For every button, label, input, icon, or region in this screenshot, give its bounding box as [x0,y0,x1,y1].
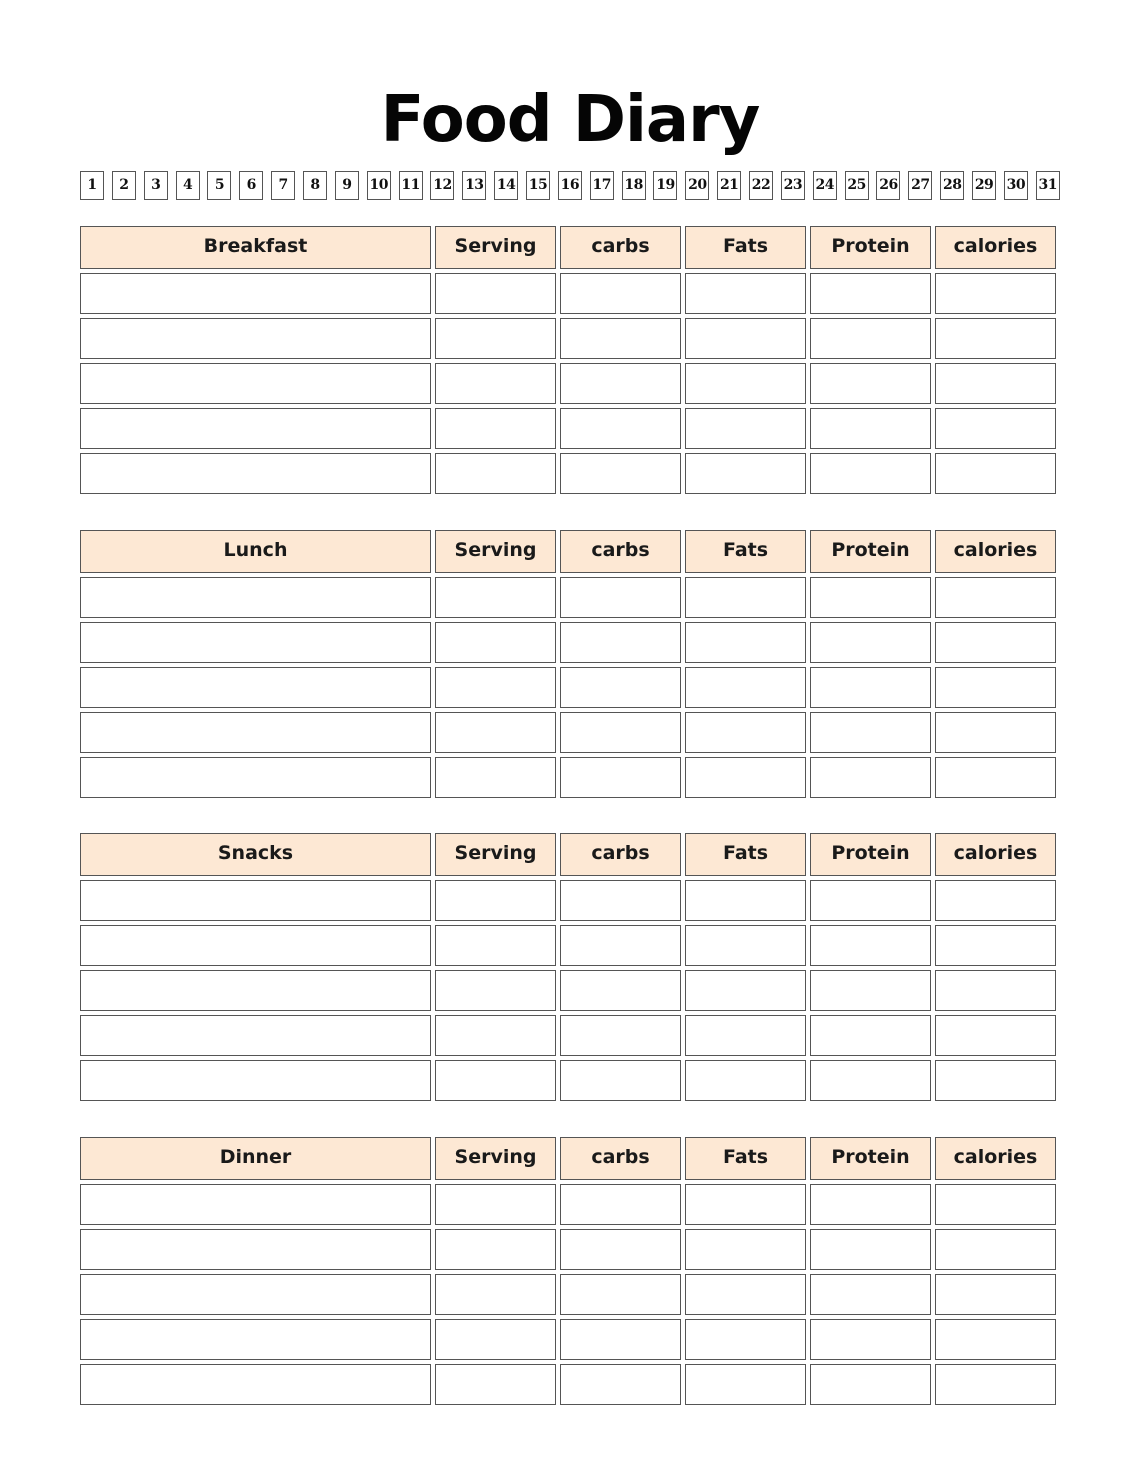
table-row [80,757,1057,798]
meal-table-dinner [80,1137,1057,1409]
food-entry-field[interactable] [80,1319,431,1360]
fats-entry-field[interactable] [685,1060,806,1101]
fats-entry-field[interactable] [685,363,806,404]
column-header-calories: calories [935,1137,1056,1180]
day-box-13[interactable]: 13 [462,171,486,200]
carbs-entry-field[interactable] [560,1274,681,1315]
fats-entry-field[interactable] [685,318,806,359]
column-header-serving: Serving [435,226,556,269]
protein-entry-field[interactable] [810,577,931,618]
calories-entry-field[interactable] [935,757,1056,798]
table-row [80,970,1057,1011]
day-box-6[interactable]: 6 [239,171,263,200]
carbs-entry-field[interactable] [560,577,681,618]
calories-entry-field[interactable] [935,1060,1056,1101]
serving-entry-field[interactable] [435,970,556,1011]
day-box-28[interactable]: 28 [940,171,964,200]
carbs-entry-field[interactable] [560,667,681,708]
day-box-29[interactable]: 29 [972,171,996,200]
day-box-1[interactable]: 1 [80,171,104,200]
meal-label: Dinner [80,1137,431,1180]
table-row [80,1274,1057,1315]
column-header-protein: Protein [810,833,931,876]
page-title: Food Diary [380,83,760,157]
fats-entry-field[interactable] [685,880,806,921]
table-row [80,408,1057,449]
calories-entry-field[interactable] [935,1229,1056,1270]
carbs-entry-field[interactable] [560,925,681,966]
serving-entry-field[interactable] [435,1184,556,1225]
column-header-calories: calories [935,530,1056,573]
serving-entry-field[interactable] [435,453,556,494]
table-header-row [80,833,1057,876]
fats-entry-field[interactable] [685,622,806,663]
serving-entry-field[interactable] [435,408,556,449]
calories-entry-field[interactable] [935,1184,1056,1225]
column-header-fats: Fats [685,226,806,269]
serving-entry-field[interactable] [435,1015,556,1056]
column-header-serving: Serving [435,1137,556,1180]
serving-entry-field[interactable] [435,667,556,708]
column-header-serving: Serving [435,530,556,573]
protein-entry-field[interactable] [810,273,931,314]
calories-entry-field[interactable] [935,408,1056,449]
carbs-entry-field[interactable] [560,1319,681,1360]
meal-table-breakfast [80,226,1057,498]
day-box-23[interactable]: 23 [781,171,805,200]
calories-entry-field[interactable] [935,318,1056,359]
day-box-5[interactable]: 5 [207,171,231,200]
protein-entry-field[interactable] [810,363,931,404]
fats-entry-field[interactable] [685,1229,806,1270]
column-header-calories: calories [935,833,1056,876]
day-box-25[interactable]: 25 [845,171,869,200]
day-selector [80,171,1060,201]
table-row [80,1229,1057,1270]
day-box-16[interactable]: 16 [558,171,582,200]
serving-entry-field[interactable] [435,757,556,798]
table-header-row [80,1137,1057,1180]
calories-entry-field[interactable] [935,880,1056,921]
food-entry-field[interactable] [80,453,431,494]
carbs-entry-field[interactable] [560,1015,681,1056]
day-box-22[interactable]: 22 [749,171,773,200]
carbs-entry-field[interactable] [560,453,681,494]
carbs-entry-field[interactable] [560,1060,681,1101]
food-entry-field[interactable] [80,1364,431,1405]
column-header-calories: calories [935,226,1056,269]
day-box-12[interactable]: 12 [430,171,454,200]
calories-entry-field[interactable] [935,1319,1056,1360]
day-box-20[interactable]: 20 [685,171,709,200]
column-header-carbs: carbs [560,1137,681,1180]
column-header-fats: Fats [685,1137,806,1180]
serving-entry-field[interactable] [435,577,556,618]
fats-entry-field[interactable] [685,577,806,618]
meal-label: Lunch [80,530,431,573]
serving-entry-field[interactable] [435,880,556,921]
protein-entry-field[interactable] [810,1319,931,1360]
day-box-21[interactable]: 21 [717,171,741,200]
protein-entry-field[interactable] [810,712,931,753]
carbs-entry-field[interactable] [560,1184,681,1225]
table-row [80,1364,1057,1405]
meal-table-lunch [80,530,1057,802]
calories-entry-field[interactable] [935,667,1056,708]
fats-entry-field[interactable] [685,712,806,753]
column-header-carbs: carbs [560,226,681,269]
table-row [80,363,1057,404]
day-box-10[interactable]: 10 [367,171,391,200]
meal-label: Snacks [80,833,431,876]
carbs-entry-field[interactable] [560,712,681,753]
serving-entry-field[interactable] [435,1060,556,1101]
carbs-entry-field[interactable] [560,880,681,921]
day-box-3[interactable]: 3 [144,171,168,200]
food-entry-field[interactable] [80,1274,431,1315]
meal-label: Breakfast [80,226,431,269]
table-row [80,453,1057,494]
table-row [80,925,1057,966]
serving-entry-field[interactable] [435,712,556,753]
serving-entry-field[interactable] [435,1229,556,1270]
calories-entry-field[interactable] [935,577,1056,618]
fats-entry-field[interactable] [685,273,806,314]
fats-entry-field[interactable] [685,1364,806,1405]
day-box-8[interactable]: 8 [303,171,327,200]
table-row [80,667,1057,708]
protein-entry-field[interactable] [810,408,931,449]
day-box-7[interactable]: 7 [271,171,295,200]
calories-entry-field[interactable] [935,970,1056,1011]
fats-entry-field[interactable] [685,757,806,798]
serving-entry-field[interactable] [435,363,556,404]
meal-table-snacks [80,833,1057,1105]
serving-entry-field[interactable] [435,1274,556,1315]
food-entry-field[interactable] [80,880,431,921]
food-entry-field[interactable] [80,970,431,1011]
column-header-fats: Fats [685,833,806,876]
day-box-26[interactable]: 26 [876,171,900,200]
food-entry-field[interactable] [80,408,431,449]
food-entry-field[interactable] [80,667,431,708]
column-header-protein: Protein [810,1137,931,1180]
protein-entry-field[interactable] [810,622,931,663]
food-entry-field[interactable] [80,925,431,966]
carbs-entry-field[interactable] [560,318,681,359]
carbs-entry-field[interactable] [560,622,681,663]
table-header-row [80,530,1057,573]
protein-entry-field[interactable] [810,1229,931,1270]
day-box-24[interactable]: 24 [813,171,837,200]
table-row [80,712,1057,753]
food-entry-field[interactable] [80,1229,431,1270]
fats-entry-field[interactable] [685,1184,806,1225]
day-box-2[interactable]: 2 [112,171,136,200]
protein-entry-field[interactable] [810,1274,931,1315]
calories-entry-field[interactable] [935,1364,1056,1405]
serving-entry-field[interactable] [435,622,556,663]
fats-entry-field[interactable] [685,453,806,494]
protein-entry-field[interactable] [810,453,931,494]
day-box-15[interactable]: 15 [526,171,550,200]
calories-entry-field[interactable] [935,363,1056,404]
carbs-entry-field[interactable] [560,970,681,1011]
calories-entry-field[interactable] [935,712,1056,753]
food-entry-field[interactable] [80,318,431,359]
day-box-4[interactable]: 4 [176,171,200,200]
protein-entry-field[interactable] [810,318,931,359]
day-box-19[interactable]: 19 [653,171,677,200]
carbs-entry-field[interactable] [560,273,681,314]
day-box-31[interactable]: 31 [1036,171,1060,200]
column-header-protein: Protein [810,226,931,269]
fats-entry-field[interactable] [685,925,806,966]
table-row [80,1060,1057,1101]
table-row [80,622,1057,663]
carbs-entry-field[interactable] [560,1229,681,1270]
fats-entry-field[interactable] [685,1319,806,1360]
calories-entry-field[interactable] [935,273,1056,314]
food-entry-field[interactable] [80,363,431,404]
serving-entry-field[interactable] [435,318,556,359]
column-header-protein: Protein [810,530,931,573]
serving-entry-field[interactable] [435,1319,556,1360]
day-box-9[interactable]: 9 [335,171,359,200]
serving-entry-field[interactable] [435,925,556,966]
fats-entry-field[interactable] [685,408,806,449]
table-row [80,880,1057,921]
calories-entry-field[interactable] [935,453,1056,494]
fats-entry-field[interactable] [685,1274,806,1315]
carbs-entry-field[interactable] [560,1364,681,1405]
fats-entry-field[interactable] [685,970,806,1011]
protein-entry-field[interactable] [810,1184,931,1225]
calories-entry-field[interactable] [935,1015,1056,1056]
table-header-row [80,226,1057,269]
carbs-entry-field[interactable] [560,757,681,798]
food-entry-field[interactable] [80,757,431,798]
table-row [80,577,1057,618]
serving-entry-field[interactable] [435,273,556,314]
table-row [80,1319,1057,1360]
column-header-fats: Fats [685,530,806,573]
food-entry-field[interactable] [80,1184,431,1225]
day-box-11[interactable]: 11 [399,171,423,200]
protein-entry-field[interactable] [810,1060,931,1101]
food-entry-field[interactable] [80,273,431,314]
fats-entry-field[interactable] [685,667,806,708]
carbs-entry-field[interactable] [560,363,681,404]
day-box-18[interactable]: 18 [622,171,646,200]
calories-entry-field[interactable] [935,622,1056,663]
protein-entry-field[interactable] [810,970,931,1011]
calories-entry-field[interactable] [935,1274,1056,1315]
table-row [80,318,1057,359]
table-row [80,273,1057,314]
protein-entry-field[interactable] [810,1015,931,1056]
fats-entry-field[interactable] [685,1015,806,1056]
table-row [80,1184,1057,1225]
protein-entry-field[interactable] [810,667,931,708]
food-entry-field[interactable] [80,712,431,753]
protein-entry-field[interactable] [810,757,931,798]
day-box-17[interactable]: 17 [590,171,614,200]
food-entry-field[interactable] [80,577,431,618]
day-box-27[interactable]: 27 [908,171,932,200]
day-box-30[interactable]: 30 [1004,171,1028,200]
protein-entry-field[interactable] [810,880,931,921]
food-entry-field[interactable] [80,1060,431,1101]
food-entry-field[interactable] [80,1015,431,1056]
protein-entry-field[interactable] [810,1364,931,1405]
calories-entry-field[interactable] [935,925,1056,966]
food-entry-field[interactable] [80,622,431,663]
column-header-carbs: carbs [560,833,681,876]
carbs-entry-field[interactable] [560,408,681,449]
table-row [80,1015,1057,1056]
day-box-14[interactable]: 14 [494,171,518,200]
protein-entry-field[interactable] [810,925,931,966]
serving-entry-field[interactable] [435,1364,556,1405]
column-header-carbs: carbs [560,530,681,573]
column-header-serving: Serving [435,833,556,876]
